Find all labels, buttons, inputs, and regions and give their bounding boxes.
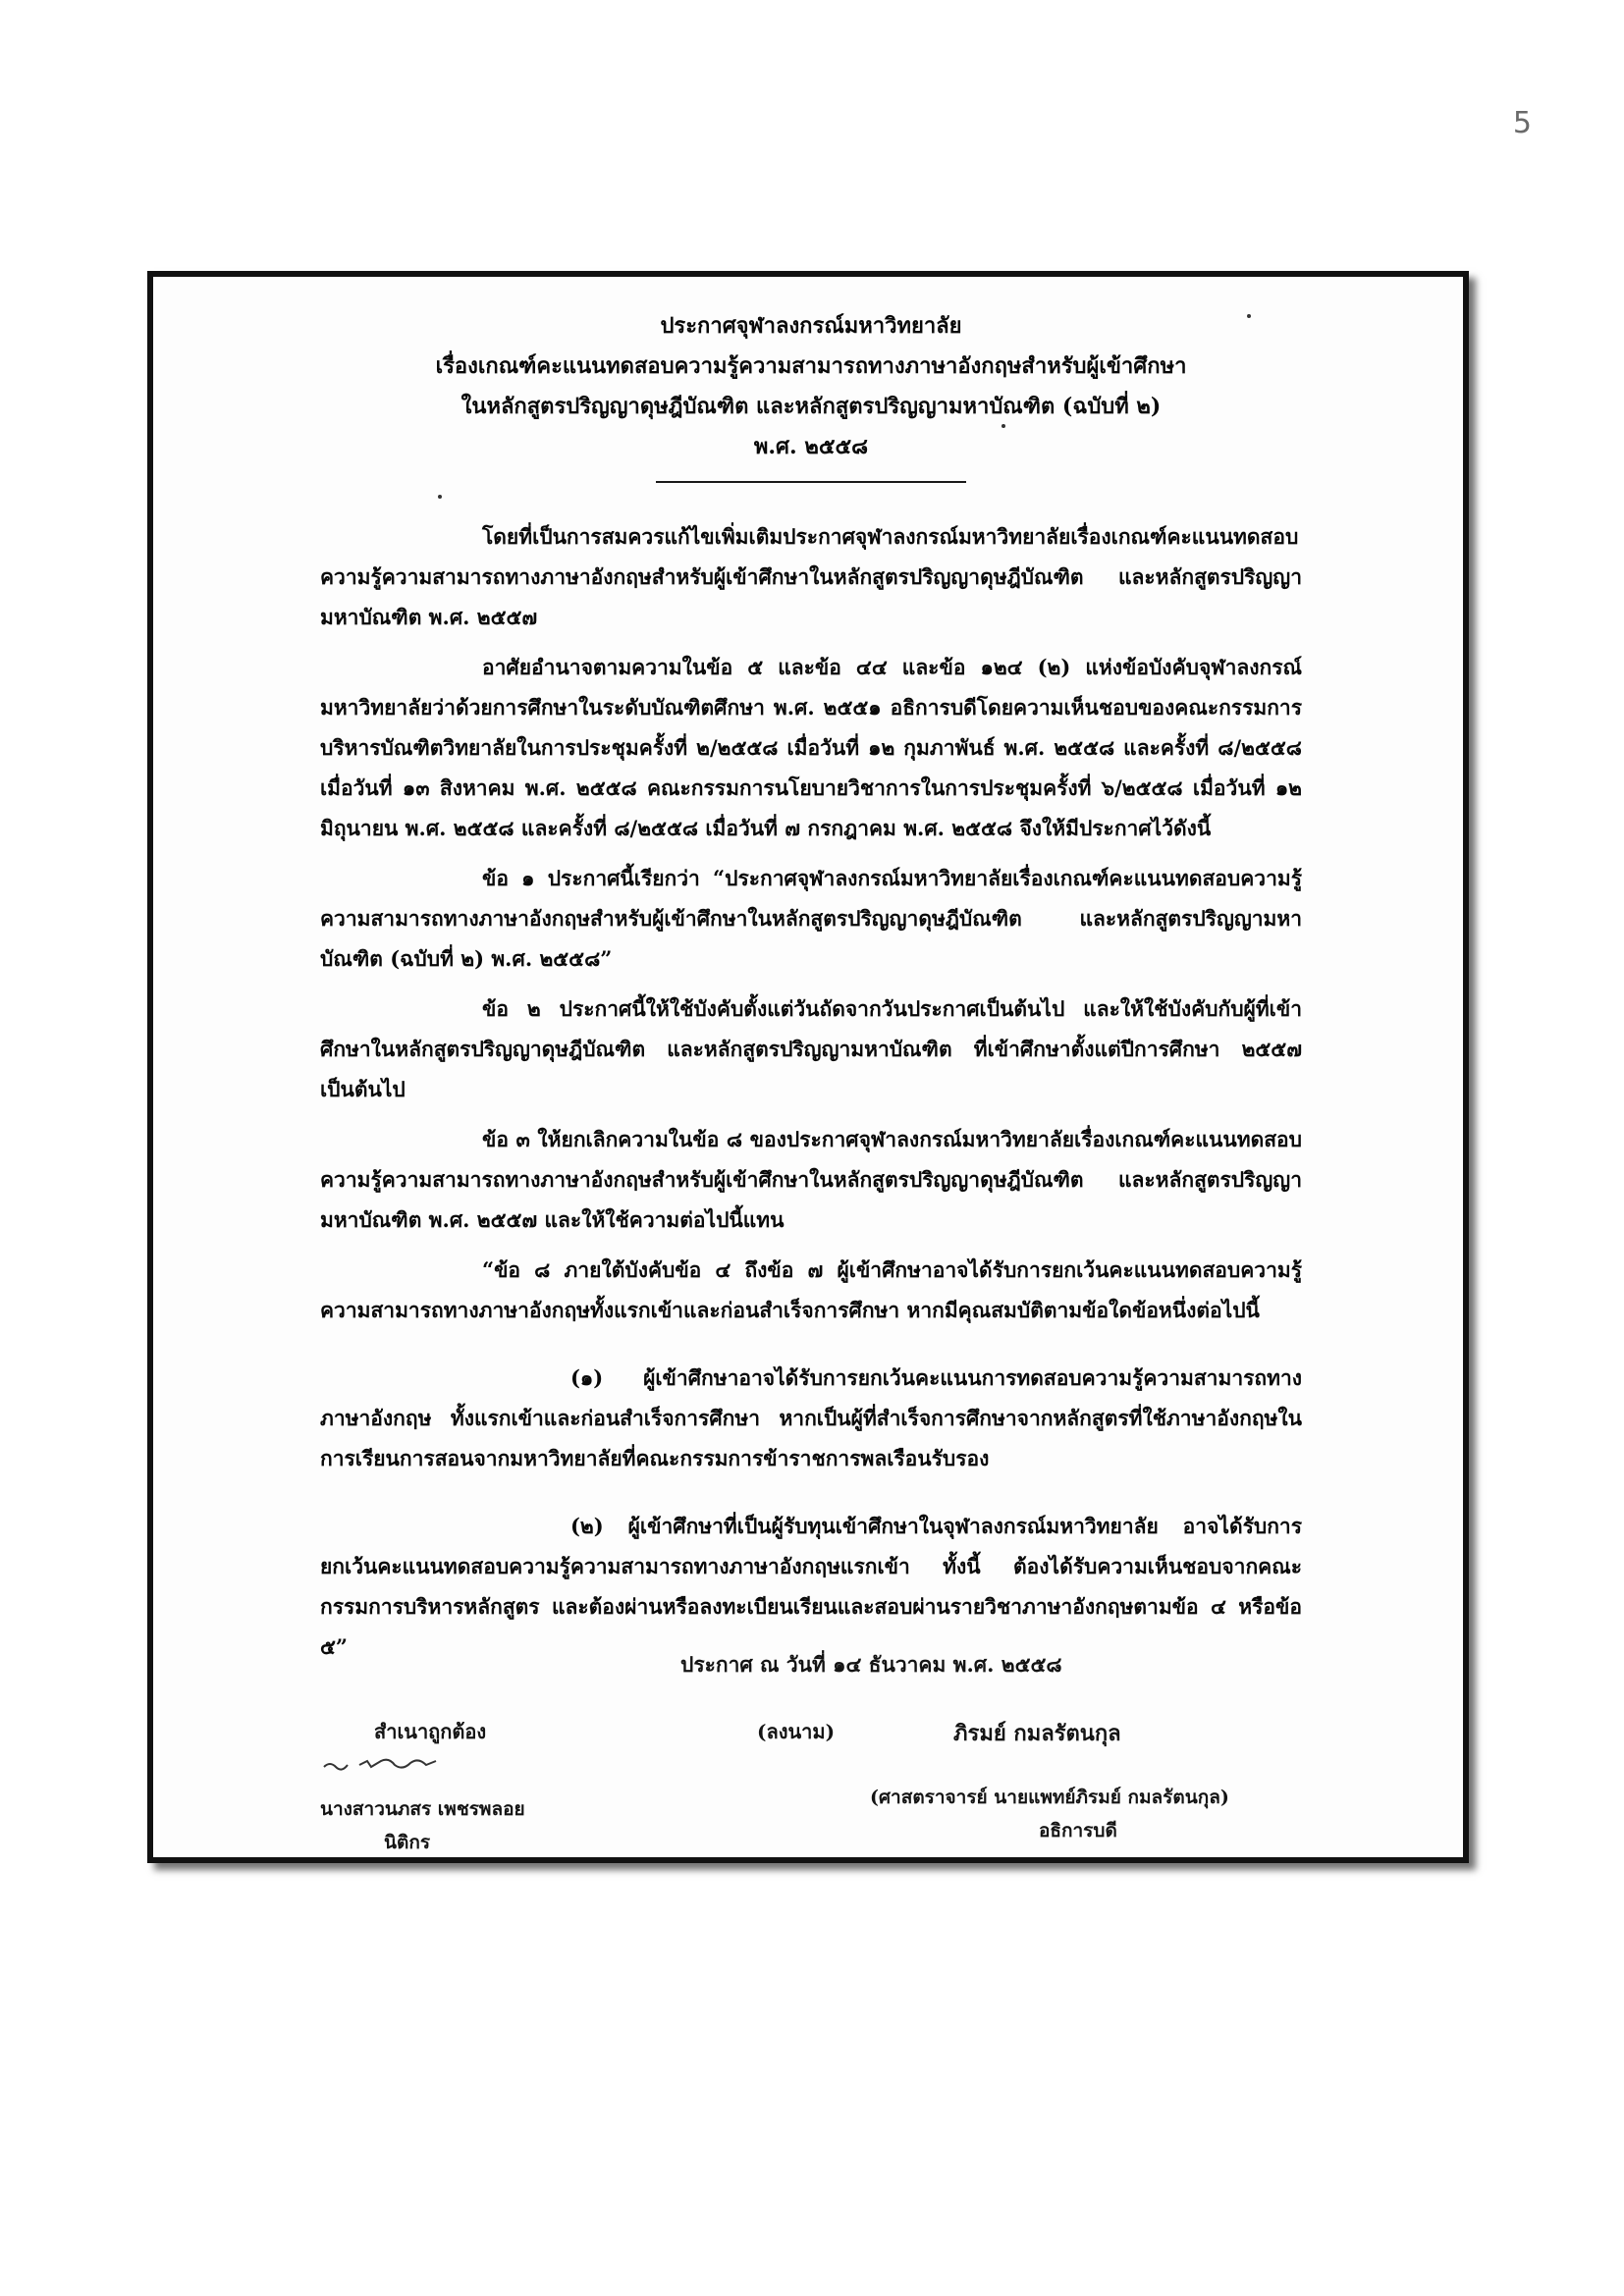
- certifier-position: นิติกร: [384, 1832, 431, 1853]
- clause-8-item-2: (๒) ผู้เข้าศึกษาที่เป็นผู้รับทุนเข้าศึกษาในจุฬาลงกรณ์มหาวิทยาลัย อาจได้รับการยกเว้นคะแนนทดสอบความรู้ความสามารถทางภาษาอังกฤษแรกเข้า ทั้งนี้ ต้องได้รับความเห็นชอบจากคณะกรรมการบริหารหลักสูตร และต้องผ่านหรือลงทะเบียนเรียนและสอบผ่านรายวิชาภาษาอังกฤษตามข้อ ๔ หรือข้อ ๕”: [320, 1514, 1302, 1659]
- title-underline: [656, 481, 966, 483]
- announcement-year: พ.ศ. ๒๕๕๘: [753, 434, 869, 459]
- clause-2: ข้อ ๒ ประกาศนี้ให้ใช้บังคับตั้งแต่วันถัดจากวันประกาศเป็นต้นไป และให้ใช้บังคับกับผู้ที่เข้าศึกษาในหลักสูตรปริญญาดุษฎีบัณฑิต และหลักสูตรปริญญามหาบัณฑิต ที่เข้าศึกษาตั้งแต่ปีการศึกษา ๒๕๕๗ เป็นต้นไป: [320, 996, 1302, 1101]
- preamble-paragraph: โดยที่เป็นการสมควรแก้ไขเพิ่มเติมประกาศจุฬาลงกรณ์มหาวิทยาลัยเรื่องเกณฑ์คะแนนทดสอบความรู้ความสามารถทางภาษาอังกฤษสำหรับผู้เข้าศึกษาในหลักสูตรปริญญาดุษฎีบัณฑิต และหลักสูตรปริญญามหาบัณฑิต พ.ศ. ๒๕๕๗: [320, 524, 1302, 629]
- announcement-title-line-2: เรื่องเกณฑ์คะแนนทดสอบความรู้ความสามารถทางภาษาอังกฤษสำหรับผู้เข้าศึกษา: [435, 353, 1187, 379]
- page-number: 5: [1512, 106, 1532, 140]
- scanned-announcement: [147, 271, 1469, 1863]
- clause-1: ข้อ ๑ ประกาศนี้เรียกว่า “ประกาศจุฬาลงกรณ์มหาวิทยาลัยเรื่องเกณฑ์คะแนนทดสอบความรู้ความสามารถทางภาษาอังกฤษสำหรับผู้เข้าศึกษาในหลักสูตรปริญญาดุษฎีบัณฑิต และหลักสูตรปริญญามหาบัณฑิต (ฉบับที่ ๒) พ.ศ. ๒๕๕๘”: [320, 866, 1302, 971]
- announcement-date: ประกาศ ณ วันที่ ๑๔ ธันวาคม พ.ศ. ๒๕๕๘: [680, 1652, 1062, 1677]
- clause-8-item-1: (๑) ผู้เข้าศึกษาอาจได้รับการยกเว้นคะแนนการทดสอบความรู้ความสามารถทางภาษาอังกฤษ ทั้งแรกเข้าและก่อนสำเร็จการศึกษา หากเป็นผู้ที่สำเร็จการศึกษาจากหลักสูตรที่ใช้ภาษาอังกฤษในการเรียนการสอนจากมหาวิทยาลัยที่คณะกรรมการข้าราชการพลเรือนรับรอง: [320, 1365, 1302, 1470]
- clause-3: ข้อ ๓ ให้ยกเลิกความในข้อ ๘ ของประกาศจุฬาลงกรณ์มหาวิทยาลัยเรื่องเกณฑ์คะแนนทดสอบความรู้ความสามารถทางภาษาอังกฤษสำหรับผู้เข้าศึกษาในหลักสูตรปริญญาดุษฎีบัณฑิต และหลักสูตรปริญญามหาบัณฑิต พ.ศ. ๒๕๕๗ และให้ใช้ความต่อไปนี้แทน: [320, 1127, 1302, 1232]
- clause-8-intro: “ข้อ ๘ ภายใต้บังคับข้อ ๔ ถึงข้อ ๗ ผู้เข้าศึกษาอาจได้รับการยกเว้นคะแนนทดสอบความรู้ความสามารถทางภาษาอังกฤษทั้งแรกเข้าและก่อนสำเร็จการศึกษา หากมีคุณสมบัติตามข้อใดข้อหนึ่งต่อไปนี้: [320, 1257, 1302, 1322]
- announcement-title-line-3: ในหลักสูตรปริญญาดุษฎีบัณฑิต และหลักสูตรปริญญามหาบัณฑิต (ฉบับที่ ๒): [460, 394, 1162, 419]
- certified-label: สำเนาถูกต้อง: [374, 1720, 487, 1743]
- signatory-name: ภิรมย์ กมลรัตนกุล: [953, 1721, 1121, 1746]
- certifier-name: นางสาวนภสร เพชรพลอย: [320, 1798, 525, 1820]
- announcement-body: [320, 306, 1302, 1684]
- certifier-handwritten-signature: [320, 1749, 458, 1779]
- authority-paragraph: อาศัยอำนาจตามความในข้อ ๕ และข้อ ๔๔ และข้อ ๑๒๔ (๒) แห่งข้อบังคับจุฬาลงกรณ์มหาวิทยาลัยว่าด้วยการศึกษาในระดับบัณฑิตศึกษา พ.ศ. ๒๕๕๑ อธิการบดีโดยความเห็นชอบของคณะกรรมการบริหารบัณฑิตวิทยาลัยในการประชุมครั้งที่ ๒/๒๕๕๘ เมื่อวันที่ ๑๒ กุมภาพันธ์ พ.ศ. ๒๕๕๘ และครั้งที่ ๘/๒๕๕๘ เมื่อวันที่ ๑๓ สิงหาคม พ.ศ. ๒๕๕๘ คณะกรรมการนโยบายวิชาการในการประชุมครั้งที่ ๖/๒๕๕๘ เมื่อวันที่ ๑๒ มิถุนายน พ.ศ. ๒๕๕๘ และครั้งที่ ๘/๒๕๕๘ เมื่อวันที่ ๗ กรกฎาคม พ.ศ. ๒๕๕๘ จึงให้มีประกาศไว้ดังนี้: [320, 655, 1302, 840]
- announcement-title-line-1: ประกาศจุฬาลงกรณ์มหาวิทยาลัย: [660, 313, 962, 339]
- signatory-position: อธิการบดี: [1039, 1820, 1117, 1842]
- signatory-full-name: (ศาสตราจารย์ นายแพทย์ภิรมย์ กมลรัตนกุล): [870, 1787, 1229, 1808]
- signed-label: (ลงนาม): [757, 1720, 836, 1743]
